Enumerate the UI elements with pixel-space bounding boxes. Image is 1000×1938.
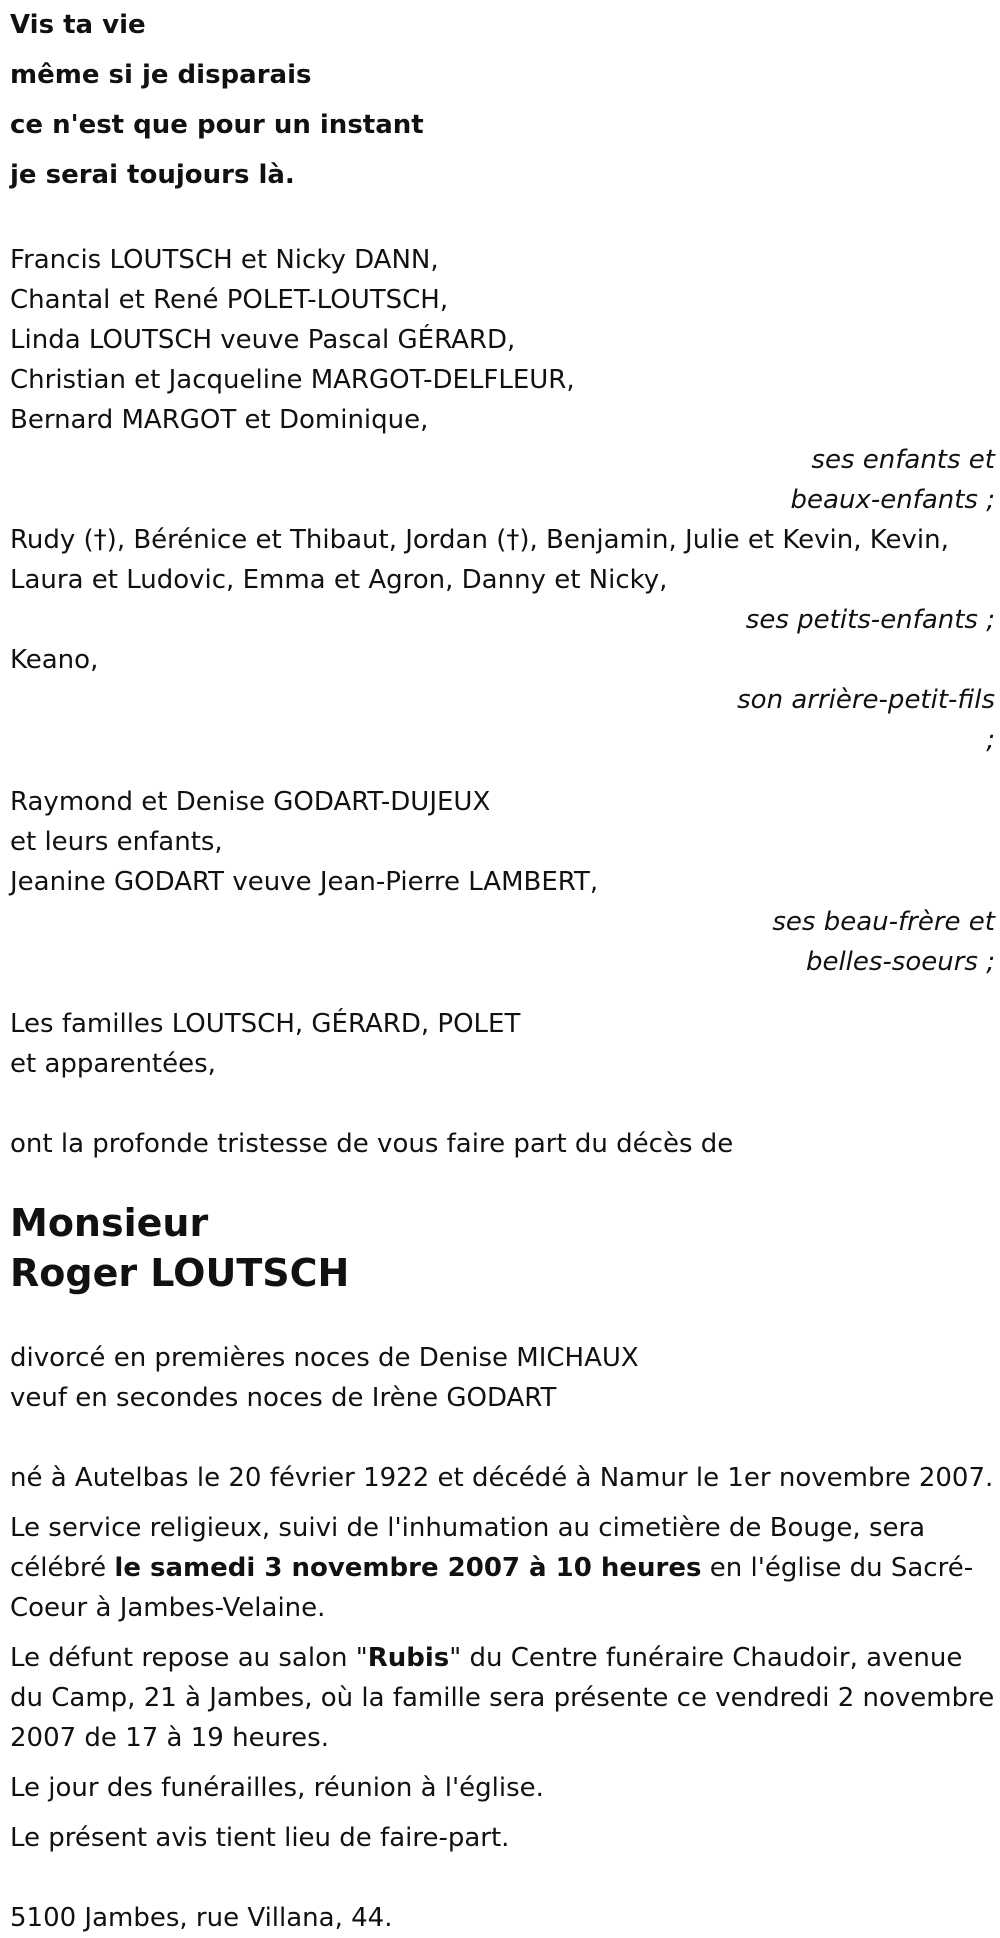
family-group-grandchildren [10,520,995,640]
poem-line: même si je disparais [10,60,312,90]
family-line: Les familles LOUTSCH, GÉRARD, POLET [10,1009,521,1039]
birth-death-text: né à Autelbas le 20 février 1922 et décédé à Namur le 1er novembre 2007. [10,1463,994,1493]
deceased-name [10,1198,995,1298]
spacer [10,200,995,240]
family-line: et apparentées, [10,1049,216,1079]
poem-line: ce n'est que pour un instant [10,110,424,140]
family-line: Rudy (†), Bérénice et Thibaut, Jordan (†), Benjamin, Julie et Kevin, Kevin, [10,525,949,555]
family-line: Laura et Ludovic, Emma et Agron, Danny et Nicky, [10,565,668,595]
relation-label-line: belles-soeurs ; [805,947,995,977]
relation-label [10,440,995,520]
marital-line: veuf en secondes noces de Irène GODART [10,1383,557,1413]
rest-text-start: Le défunt repose au salon " [10,1643,368,1673]
spacer [10,1164,995,1186]
relation-label [10,600,995,640]
spacer [10,760,995,782]
marital-line: divorcé en premières noces de Denise MICHAUX [10,1343,639,1373]
relation-label-line: ; [986,725,995,755]
family-line: Christian et Jacqueline MARGOT-DELFLEUR, [10,365,575,395]
relation-label [10,902,995,982]
deceased-title: Monsieur [10,1201,209,1245]
family-group-great-grandchild [10,640,995,760]
obituary-notice [10,0,995,1938]
service-text-end: en l'église du Sacré-Coeur à Jambes-Velaine. [10,1553,974,1623]
poem [10,0,995,200]
family-line: Raymond et Denise GODART-DUJEUX [10,787,491,817]
deceased-full-name: Roger LOUTSCH [10,1251,350,1295]
address-text: 5100 Jambes, rue Villana, 44. [10,1903,393,1933]
spacer [10,1084,995,1124]
family-line: et leurs enfants, [10,827,223,857]
relation-label-line: son arrière-petit-fils [737,685,995,715]
relation-label [10,680,995,760]
poem-line: Vis ta vie [10,10,146,40]
family-group-children [10,240,995,520]
spacer [10,1418,995,1458]
family-line: Linda LOUTSCH veuve Pascal GÉRARD, [10,325,516,355]
family-line: Francis LOUTSCH et Nicky DANN, [10,245,439,275]
rest-text [10,1638,995,1758]
relation-label-line: ses beau-frère et [772,907,995,937]
family-group-families [10,1004,995,1084]
salon-name: Rubis [367,1643,450,1673]
relation-label-line: ses petits-enfants ; [745,605,995,635]
family-line: Keano, [10,645,99,675]
family-line: Chantal et René POLET-LOUTSCH, [10,285,449,315]
spacer [10,982,995,1004]
service-text-start: Le service religieux, suivi de l'inhumation au cimetière de Bouge, sera célébré [10,1513,926,1583]
announcement-text: ont la profonde tristesse de vous faire part du décès de [10,1129,734,1159]
family-line: Bernard MARGOT et Dominique, [10,405,429,435]
notice-text: Le présent avis tient lieu de faire-part. [10,1823,510,1853]
spacer [10,1298,995,1338]
family-group-in-laws [10,782,995,982]
rest-text-end: " du Centre funéraire Chaudoir, avenue du Camp, 21 à Jambes, où la famille sera présente ce vendredi 2 novembre 2007 de 17 à 19 heures. [10,1643,995,1753]
poem-line: je serai toujours là. [10,160,295,190]
service-date: le samedi 3 novembre 2007 à 10 heures [114,1553,702,1583]
marital-status [10,1338,995,1418]
funeral-day-text: Le jour des funérailles, réunion à l'église. [10,1773,544,1803]
relation-label-line: ses enfants et [811,445,995,475]
relation-label-line: beaux-enfants ; [790,485,995,515]
service-text [10,1508,995,1628]
family-line: Jeanine GODART veuve Jean-Pierre LAMBERT, [10,867,599,897]
